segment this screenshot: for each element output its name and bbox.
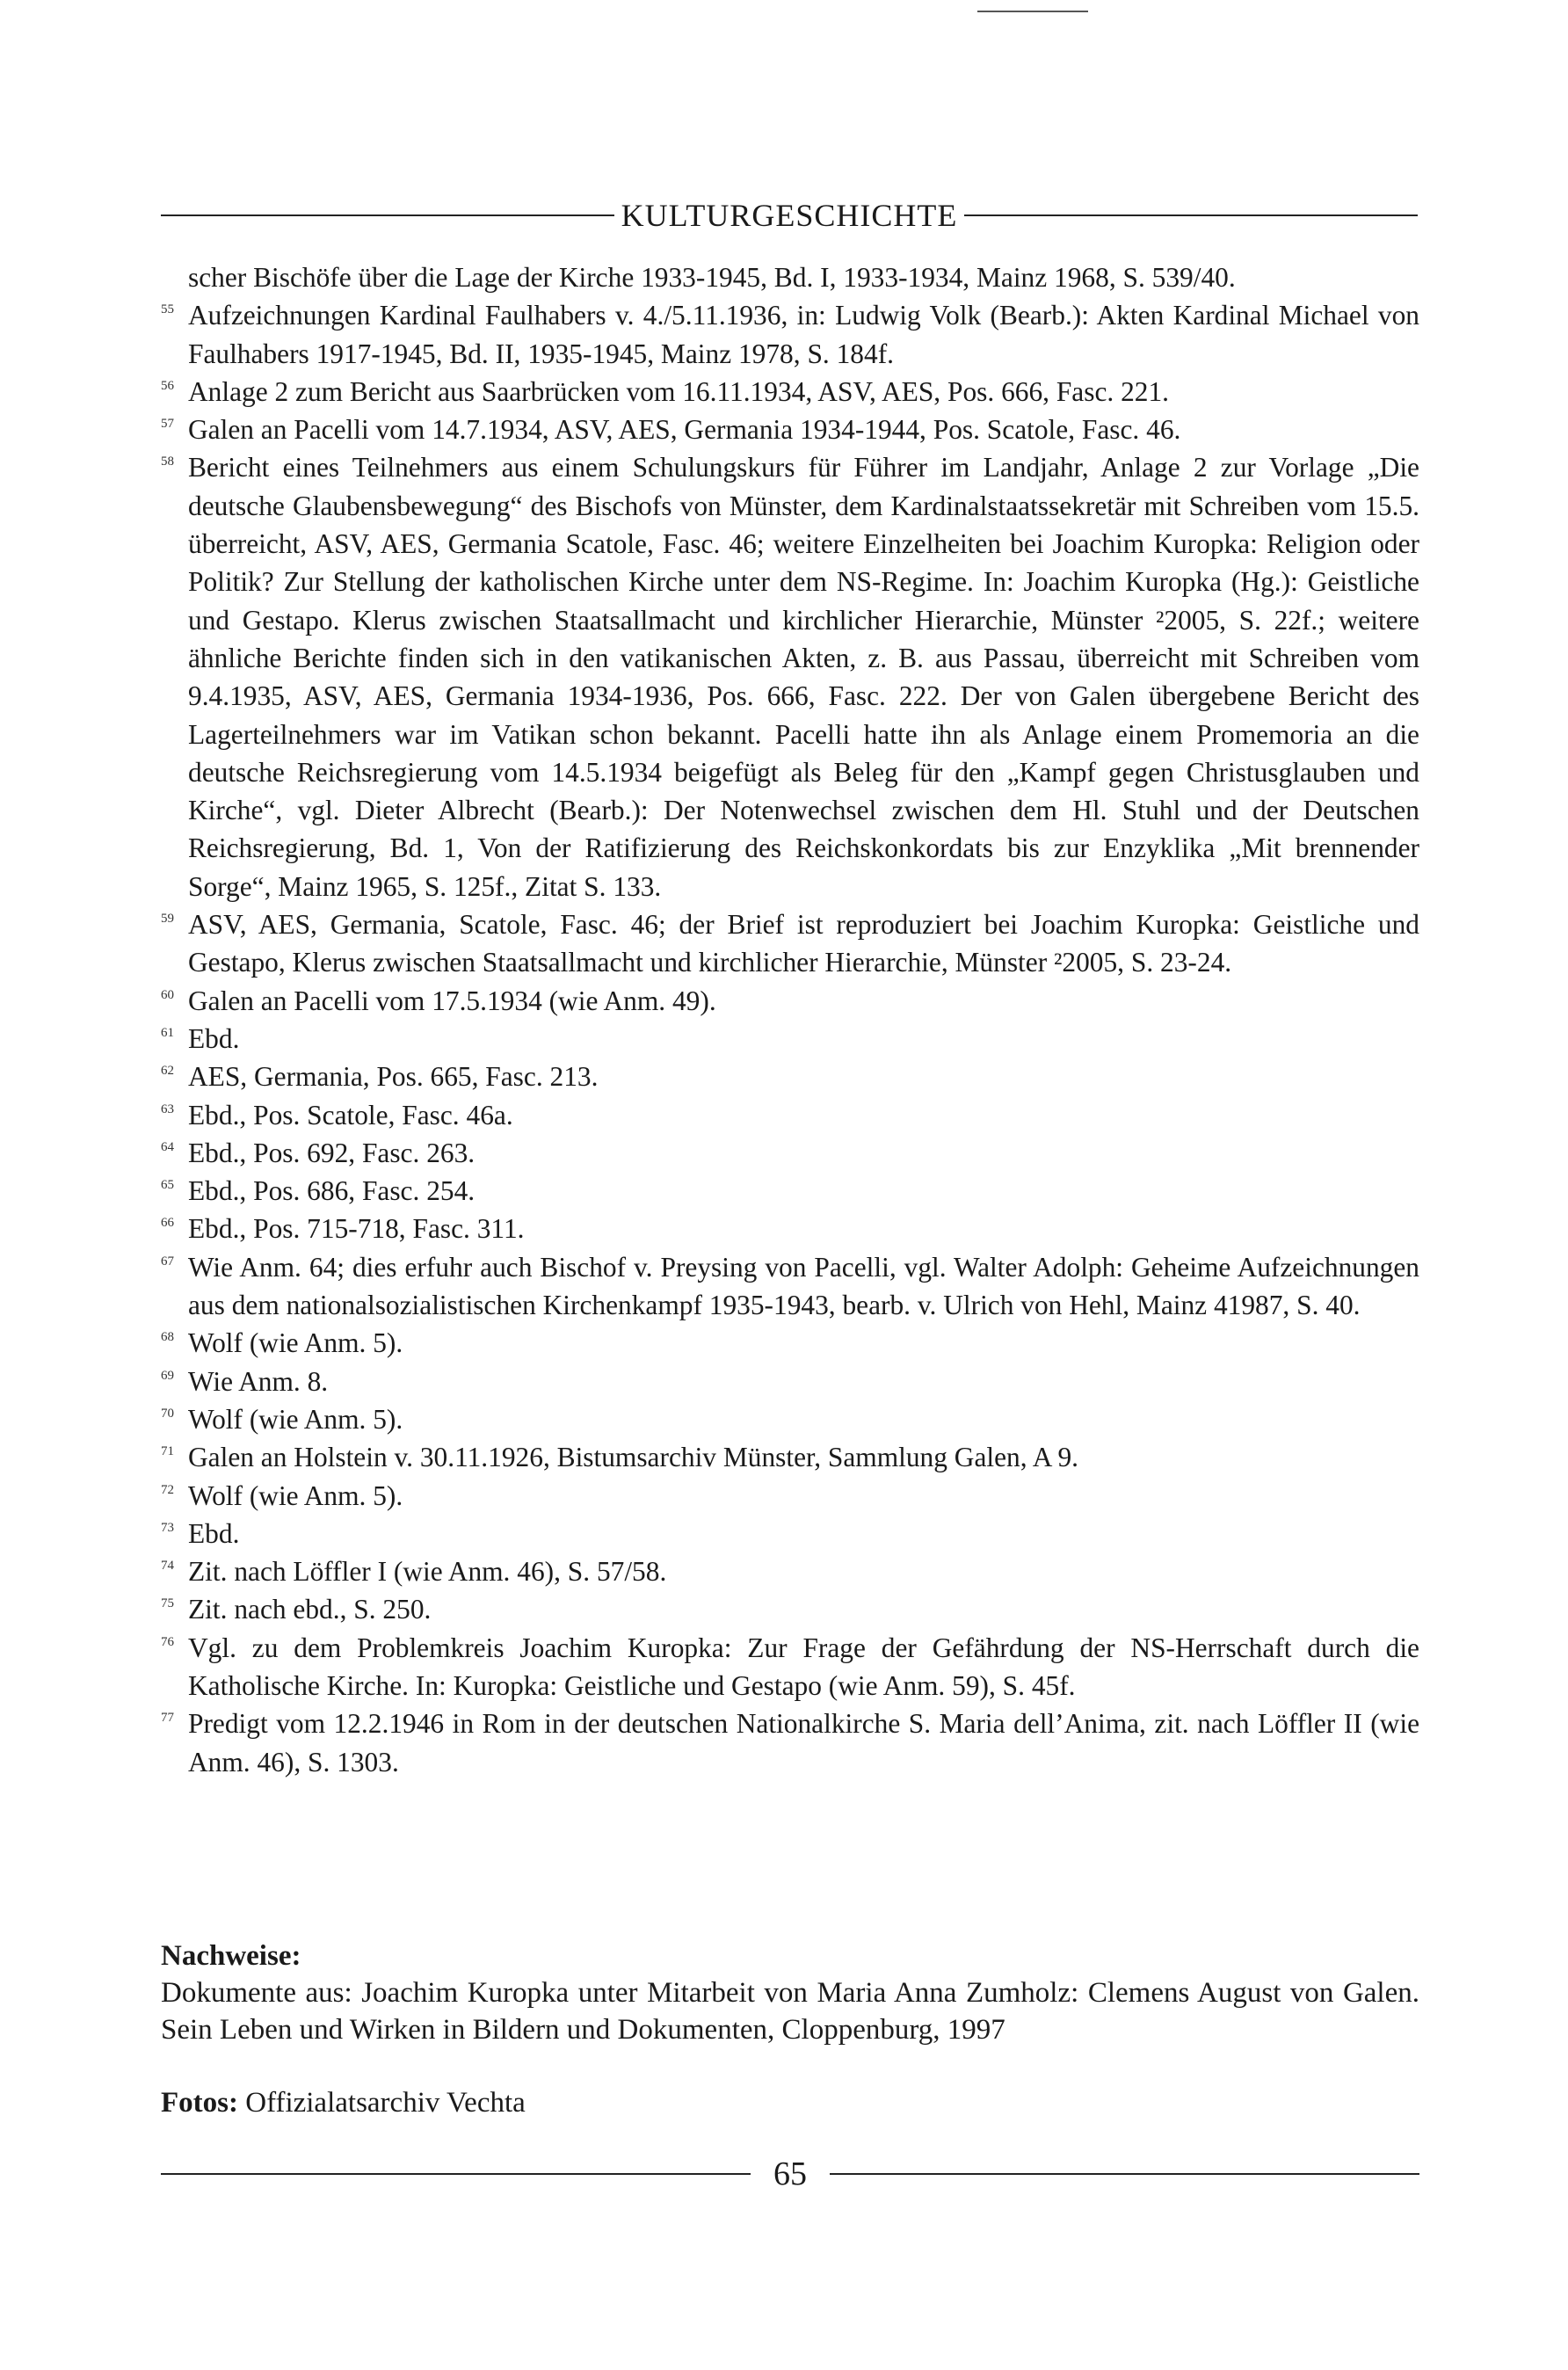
footnote-number: 69 [161,1368,174,1383]
photo-credit [161,2084,1419,2121]
footnote-text: ASV, AES, Germania, Scatole, Fasc. 46; der Brief ist reproduziert bei Joachim Kuropka: Geistliche und Gestapo, Klerus zwischen Staatsallmacht und kirchlicher Hierarchie, Münster ²2005, S. 23-24. [188,909,1419,978]
page-footer [161,2152,1419,2196]
footnote [161,1210,1419,1247]
footnote-number: 67 [161,1254,174,1269]
footnote-number: 56 [161,378,174,393]
footnote-text: Galen an Pacelli vom 17.5.1934 (wie Anm. 49). [188,985,716,1016]
footer-rule-right [830,2173,1419,2175]
footnote [161,1400,1419,1438]
footnote-text: AES, Germania, Pos. 665, Fasc. 213. [188,1061,599,1093]
footnote-number: 57 [161,417,174,432]
footnote [161,1552,1419,1590]
footnote-list [161,258,1419,1781]
footnote-number: 72 [161,1482,174,1497]
footnote [161,1096,1419,1134]
footnote-text: Zit. nach ebd., S. 250. [188,1594,432,1625]
footnote [161,448,1419,905]
footnote-text: Predigt vom 12.2.1946 in Rom in der deutschen Nationalkirche S. Maria dell’Anima, zit. nach Löffler II (wie Anm. 46), S. 1303. [188,1708,1419,1778]
footnote-text: Ebd., Pos. Scatole, Fasc. 46a. [188,1099,513,1130]
footnote [161,982,1419,1020]
footnote-number: 66 [161,1216,174,1231]
footnote-text: Ebd. [188,1022,240,1054]
footnote [161,1020,1419,1058]
footnote-text: Wolf (wie Anm. 5). [188,1327,403,1359]
footnote-text: Wolf (wie Anm. 5). [188,1403,403,1435]
footnote [161,1515,1419,1552]
footnote-text: Wie Anm. 64; dies erfuhr auch Bischof v. Preysing von Pacelli, vgl. Walter Adolph: Geheime Aufzeichnungen aus dem nationalsozialistischen Kirchenkampf 1935-1943, bearb. v. Ulrich von Hehl, Mainz 41987, S. 40. [188,1251,1419,1321]
sources-heading: Nachweise: [161,1940,301,1972]
top-edge-rule [977,11,1088,12]
footnote-number: 60 [161,987,174,1002]
footer-rule-left [161,2173,751,2175]
footnote-number: 64 [161,1139,174,1154]
header-rule-right [964,214,1418,216]
footnote [161,258,1419,296]
footnote-number: 73 [161,1520,174,1535]
sources-block [161,1937,1419,2048]
footnote-text: Vgl. zu dem Problemkreis Joachim Kuropka: Zur Frage der Gefährdung der NS-Herrschaft durch die Katholische Kirche. In: Kuropka: Geistliche und Gestapo (wie Anm. 59), S. 45f. [188,1632,1419,1701]
footnote [161,1590,1419,1628]
footnote [161,1248,1419,1325]
section-title: KULTURGESCHICHTE [621,198,958,233]
photo-credit-text: Offizialatsarchiv Vechta [245,2087,526,2119]
footnote-number: 68 [161,1330,174,1345]
page-number: 65 [773,2156,807,2192]
footnote-text: Bericht eines Teilnehmers aus einem Schulungskurs für Führer im Landjahr, Anlage 2 zur Vorlage „Die deutsche Glaubensbewegung“ des Bischofs von Münster, dem Kardinalstaatssekretär mit Schreiben vom 15.5. überreicht, ASV, AES, Germania Scatole, Fasc. 46; weitere Einzelheiten bei Joachim Kuropka: Religion oder Politik? Zur Stellung der katholischen Kirche unter dem NS-Regime. In: Joachim Kuropka (Hg.): Geistliche und Gestapo. Klerus zwischen Staatsallmacht und kirchlicher Hierarchie, Münster ²2005, S. 22f.; weitere ähnliche Berichte finden sich in den vatikanischen Akten, z. B. aus Passau, überreicht mit Schreiben vom 9.4.1935, ASV, AES, Germania 1934-1936, Pos. 666, Fasc. 222. Der von Galen übergebene Bericht des Lagerteilnehmers war im Vatikan schon bekannt. Pacelli hatte ihn als Anlage einem Promemoria an die deutsche Reichsregierung vom 14.5.1934 beigefügt als Beleg für den „Kampf gegen Christusglauben und Kirche“, vgl. Dieter Albrecht (Bearb.): Der Notenwechsel zwischen dem Hl. Stuhl und der Deutschen Reichsregierung, Bd. 1, Von der Ratifizierung des Reichskonkordats bis zur Enzyklika „Mit brennender Sorge“, Mainz 1965, S. 125f., Zitat S. 133. [188,452,1419,902]
footnote-number: 70 [161,1406,174,1421]
footnote [161,1477,1419,1515]
footnote-text: Wolf (wie Anm. 5). [188,1479,403,1511]
footnote [161,1134,1419,1172]
footnote-text: Zit. nach Löffler I (wie Anm. 46), S. 57/58. [188,1556,667,1588]
footnote [161,905,1419,982]
footnote [161,296,1419,373]
footnote-number: 71 [161,1444,174,1459]
footnote [161,1058,1419,1095]
footnote-number: 59 [161,912,174,927]
footnote [161,1438,1419,1476]
footnote-number: 75 [161,1596,174,1611]
footnote [161,1629,1419,1705]
footnote [161,411,1419,448]
photo-credit-label: Fotos: [161,2087,238,2119]
footnote-text: scher Bischöfe über die Lage der Kirche 1933-1945, Bd. I, 1933-1934, Mainz 1968, S. 539/40. [188,262,1236,293]
footnote-number: 77 [161,1711,174,1726]
footnote-number: 76 [161,1634,174,1649]
footnote-number: 58 [161,454,174,469]
footnote [161,1324,1419,1362]
footnote-number: 74 [161,1559,174,1574]
footnote-text: Galen an Holstein v. 30.11.1926, Bistumsarchiv Münster, Sammlung Galen, A 9. [188,1442,1079,1473]
footnote-number: 55 [161,302,174,317]
footnote-text: Aufzeichnungen Kardinal Faulhabers v. 4./5.11.1936, in: Ludwig Volk (Bearb.): Akten Kardinal Michael von Faulhabers 1917-1945, Bd. II, 1935-1945, Mainz 1978, S. 184f. [188,300,1419,369]
footnote-text: Ebd., Pos. 715-718, Fasc. 311. [188,1213,525,1245]
footnote [161,1363,1419,1400]
footnote-text: Ebd., Pos. 686, Fasc. 254. [188,1175,475,1207]
running-header [161,192,1418,239]
sources-text: Dokumente aus: Joachim Kuropka unter Mitarbeit von Maria Anna Zumholz: Clemens August von Galen. Sein Leben und Wirken in Bildern und Dokumenten, Cloppenburg, 1997 [161,1977,1419,2046]
footnote-number: 61 [161,1025,174,1040]
footnote [161,1172,1419,1210]
footnote [161,1705,1419,1781]
footnote-text: Anlage 2 zum Bericht aus Saarbrücken vom 16.11.1934, ASV, AES, Pos. 666, Fasc. 221. [188,375,1170,407]
footnote-text: Galen an Pacelli vom 14.7.1934, ASV, AES, Germania 1934-1944, Pos. Scatole, Fasc. 46. [188,414,1181,446]
footnote-number: 62 [161,1064,174,1079]
footnote-text: Ebd. [188,1517,240,1549]
header-rule-left [161,214,614,216]
footnote-number: 63 [161,1101,174,1116]
footnote-text: Ebd., Pos. 692, Fasc. 263. [188,1137,475,1168]
footnote [161,373,1419,411]
footnote-text: Wie Anm. 8. [188,1365,329,1397]
footnote-number: 65 [161,1178,174,1193]
